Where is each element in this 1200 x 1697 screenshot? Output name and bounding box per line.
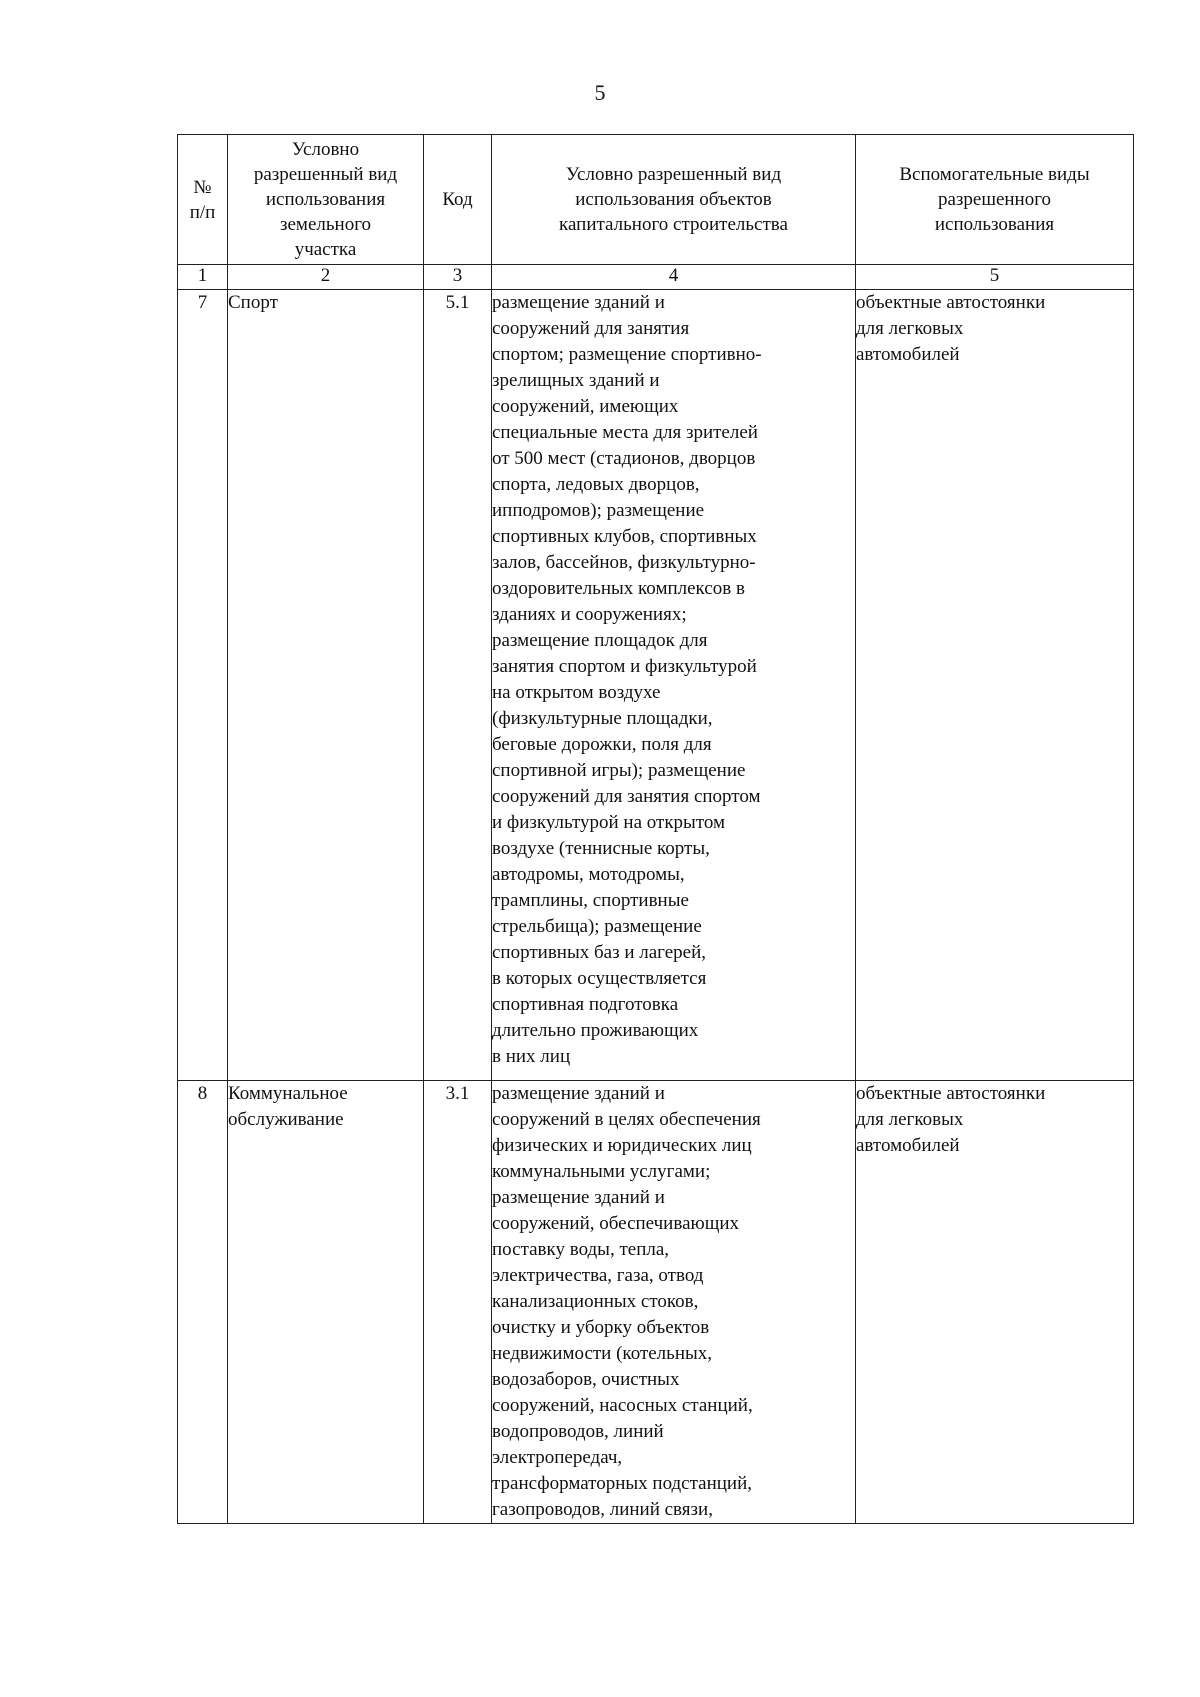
header-land-use: Условно разрешенный вид использования земельного участка [228,135,424,265]
land-use-cell: Коммунальное обслуживание [228,1081,424,1524]
table-row [178,290,1134,1081]
capital-use-cell: размещение зданий и сооружений в целях обеспечения физических и юридических лиц коммунальными услугами; размещение зданий и сооружений, обеспечивающих поставку воды, тепла, электричества, газа, отвод канализационных стоков, очистку и уборку объектов недвижимости (котельных, водозаборов, очистных сооружений, насосных станций, водопроводов, линий электропередач, трансформаторных подстанций, газопроводов, линий связи, [492,1081,856,1524]
header-auxiliary-use: Вспомогательные виды разрешенного использования [856,135,1134,265]
table-row [178,1081,1134,1524]
column-number: 2 [228,265,424,290]
table-header-row [178,135,1134,265]
auxiliary-use-cell: объектные автостоянки для легковых автомобилей [856,290,1134,1081]
column-number: 5 [856,265,1134,290]
column-number: 1 [178,265,228,290]
land-use-cell: Спорт [228,290,424,1081]
header-code: Код [424,135,492,265]
column-number-row [178,265,1134,290]
land-use-table [177,134,1134,1524]
header-number: № п/п [178,135,228,265]
row-number: 7 [178,290,228,1081]
auxiliary-use-cell: объектные автостоянки для легковых автомобилей [856,1081,1134,1524]
code-cell: 3.1 [424,1081,492,1524]
capital-use-cell: размещение зданий и сооружений для занятия спортом; размещение спортивно- зрелищных зданий и сооружений, имеющих специальные места для зрителей от 500 мест (стадионов, дворцов спорта, ледовых дворцов, ипподромов); размещение спортивных клубов, спортивных залов, бассейнов, физкультурно- оздоровительных комплексов в зданиях и сооружениях; размещение площадок для занятия спортом и физкультурой на открытом воздухе (физкультурные площадки, беговые дорожки, поля для спортивной игры); размещение сооружений для занятия спортом и физкультурой на открытом воздухе (теннисные корты, автодромы, мотодромы, трамплины, спортивные стрельбища); размещение спортивных баз и лагерей, в которых осуществляется спортивная подготовка длительно проживающих в них лиц [492,290,856,1081]
row-number: 8 [178,1081,228,1524]
page-number: 5 [594,80,606,105]
code-cell: 5.1 [424,290,492,1081]
header-capital-use: Условно разрешенный вид использования объектов капитального строительства [492,135,856,265]
column-number: 3 [424,265,492,290]
column-number: 4 [492,265,856,290]
